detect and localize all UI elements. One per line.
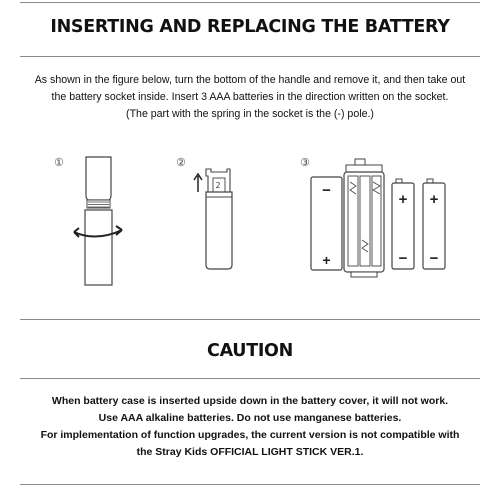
bottom-rule xyxy=(20,484,480,485)
instructions-text xyxy=(20,72,480,123)
section-divider xyxy=(20,319,480,320)
svg-text:2: 2 xyxy=(215,181,221,190)
section-title-inserting: INSERTING AND REPLACING THE BATTERY xyxy=(50,17,450,37)
caution-title-rule xyxy=(20,378,480,379)
battery-minus-sign: − xyxy=(398,250,408,267)
instruction-line: the battery socket inside. Insert 3 AAA batteries in the direction written on the socket. xyxy=(51,91,449,103)
caution-text xyxy=(20,393,480,461)
top-rule xyxy=(20,2,480,3)
instruction-line: (The part with the spring in the socket is the (-) pole.) xyxy=(126,108,374,120)
battery-plus-sign: + xyxy=(398,191,408,208)
battery-insertion-illustration xyxy=(294,152,464,287)
section-title-caution: CAUTION xyxy=(207,341,293,361)
socket-removal-illustration xyxy=(170,152,260,287)
step-number-1: ① xyxy=(54,156,64,169)
battery-minus-sign: − xyxy=(429,250,439,267)
title-rule xyxy=(20,56,480,57)
caution-line: Use AAA alkaline batteries. Do not use manganese batteries. xyxy=(98,412,402,424)
battery-plus-sign: + xyxy=(322,252,331,268)
instruction-line: As shown in the figure below, turn the bottom of the handle and remove it, and then take out xyxy=(34,74,466,86)
battery-socket xyxy=(344,159,384,277)
caution-line: When battery case is inserted upside down in the battery cover, it will not work. xyxy=(51,395,449,407)
battery-small-1 xyxy=(392,179,414,269)
figure-step-3 xyxy=(294,152,464,292)
battery-minus-sign: − xyxy=(322,182,331,199)
figure-step-1 xyxy=(48,152,138,292)
figure-step-2 xyxy=(170,152,260,292)
step-number-2: ② xyxy=(176,156,186,169)
caution-line: the Stray Kids OFFICIAL LIGHT STICK VER.1. xyxy=(136,446,364,458)
step-number-3: ③ xyxy=(300,156,310,169)
caution-line: For implementation of function upgrades, the current version is not compatible with xyxy=(40,429,460,441)
battery-small-2 xyxy=(423,179,445,269)
handle-twist-illustration xyxy=(48,152,138,287)
battery-plus-sign: + xyxy=(429,191,439,208)
